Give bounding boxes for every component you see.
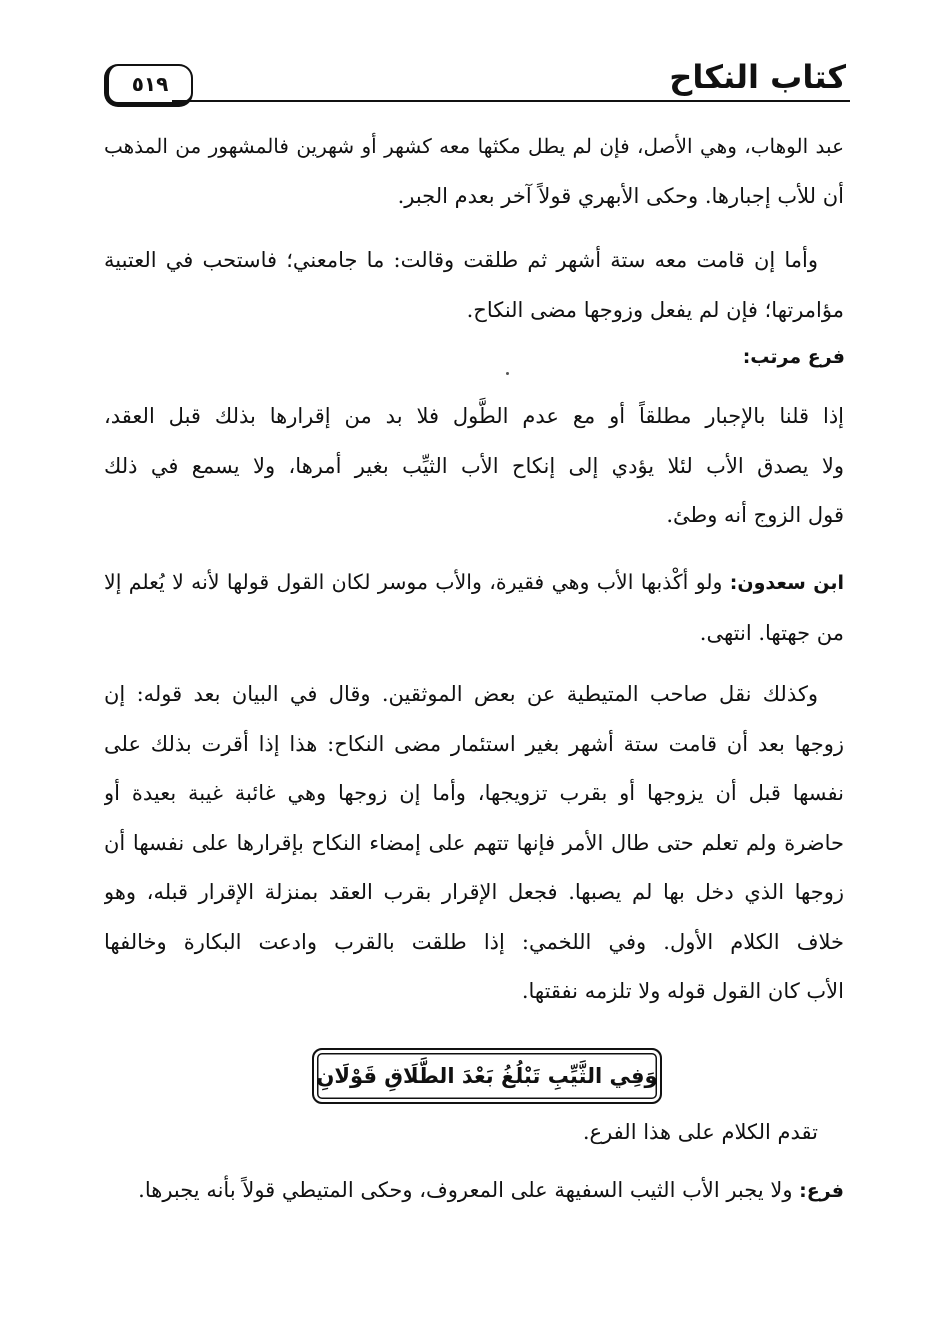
paragraph-line: زوجها بعد أن قامت ستة أشهر بغير استئمار مضى النكاح: هذا إذا أقرت بذلك على: [104, 731, 844, 756]
verse-box: وَفِي الثَّيِّبِ تَبْلُغُ بَعْدَ الطَّلَاقِ قَوْلَانِ: [312, 1048, 662, 1104]
header-rule: [172, 100, 850, 102]
paragraph-line: قول الزوج أنه وطئ.: [666, 503, 844, 527]
section-subheading: فرع مرتب:: [742, 346, 845, 368]
paragraph-line: مؤامرتها؛ فإن لم يفعل وزوجها مضى النكاح.: [466, 297, 844, 322]
paragraph-3: [104, 392, 844, 541]
paragraph-line: حاضرة ولم تعلم حتى طال الأمر فإنها تتهم على إمضاء النكاح بإقرارها على نفسها أن: [104, 830, 844, 855]
paragraph-line: نفسها قبل أن يزوجها أو بقرب تزويجها، وأما إن زوجها وهي غائبة غيبة بعيدة أو: [104, 781, 844, 805]
page-number: ٥١٩: [104, 64, 193, 107]
paragraph-2: [104, 236, 844, 335]
paragraph-4: [104, 558, 844, 658]
paragraph-line: من جهتها. انتهى.: [699, 620, 844, 645]
paragraph-line: إذا قلنا بالإجبار مطلقاً أو مع عدم الطَّول فلا بد من إقرارها بذلك قبل العقد،: [104, 404, 844, 428]
paragraph-line: وأما إن قامت معه ستة أشهر ثم طلقت وقالت: ما جامعني؛ فاستحب في العتبية: [104, 248, 818, 272]
paragraph-line: زوجها الذي دخل بها لم يصبها. فجعل الإقرار بقرب العقد بمنزلة الإقرار قبله، وهو: [104, 880, 844, 904]
paragraph-line: تقدم الكلام على هذا الفرع.: [582, 1120, 818, 1144]
paragraph-line: [104, 1166, 844, 1217]
paragraph-line: وكذلك نقل صاحب المتيطية عن بعض الموثقين. وقال في البيان بعد قوله: إن: [104, 682, 818, 706]
paragraph-7: [104, 1166, 844, 1217]
paragraph-line: أن للأب إجبارها. وحكى الأبهري قولاً آخر بعدم الجبر.: [397, 183, 844, 208]
book-title: كتاب النكاح: [669, 58, 846, 96]
paragraph-lead: فرع:: [799, 1180, 844, 1202]
paragraph-line: الأب كان القول قوله ولا تلزمه نفقتها.: [521, 979, 844, 1003]
paragraph-line: خلاف الكلام الأول. وفي اللخمي: إذا طلقت بالقرب وادعت البكارة وخالفها: [104, 929, 844, 954]
paragraph-6: [104, 1108, 844, 1158]
paragraph-lead: ابن سعدون:: [729, 572, 844, 594]
paragraph-line: ولا يصدق الأب لئلا يؤدي إلى إنكاح الأب الثيِّب بغير أمرها، ولا يسمع في ذلك: [104, 453, 844, 478]
page-header: [100, 58, 850, 106]
paragraph-line: [104, 558, 844, 609]
paragraph-1: [104, 122, 844, 221]
paragraph-line: عبد الوهاب، وهي الأصل، فإن لم يطل مكثها معه كشهر أو شهرين فالمشهور من المذهب: [104, 134, 844, 158]
paragraph-line-text: ولو أكْذبها الأب وهي فقيرة، والأب موسر لكان القول قولها لأنه لا يُعلم إلا: [104, 570, 723, 594]
speck: [506, 372, 509, 375]
paragraph-line-text: ولا يجبر الأب الثيب السفيهة على المعروف، وحكى المتيطي قولاً بأنه يجبرها.: [138, 1178, 793, 1202]
paragraph-5: [104, 670, 844, 1017]
